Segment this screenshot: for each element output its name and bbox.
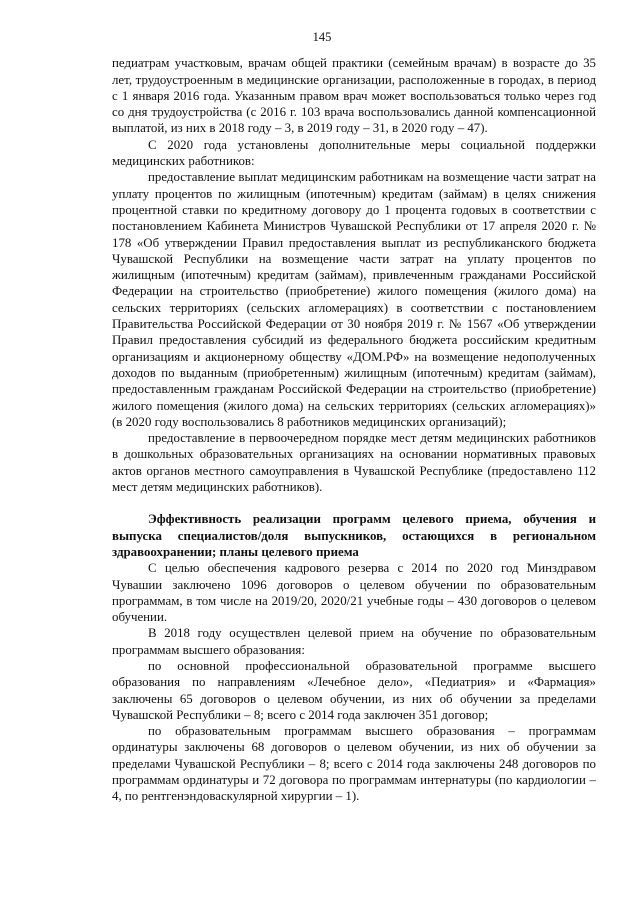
paragraph: по образовательным программам высшего образования – программам ординатуры заключены 68 договоров о целевом обучении, из них об обучении за пределами Чувашской Республики – 8; всего с 2014 года заключены 248 договоров по программам ординатуры и 72 договора по программам интернатуры (по кардиологии – 4, по рентгенэндоваскулярной хирургии – 1). bbox=[112, 724, 596, 804]
paragraph: предоставление выплат медицинским работникам на возмещение части затрат на уплату процентов по жилищным (ипотечным) кредитам (займам) в целях снижения процентной ставки по кредитному договору до 1 процента годовых в соответствии с постановлением Кабинета Министров Чувашской Республики от 17 апреля 2020 г. № 178 «Об утверждении Правил предоставления выплат из республиканского бюджета Чувашской Республики на возмещение части затрат на уплату процентов по жилищным (ипотечным) кредитам (займам), привлеченным гражданами Российской Федерации на строительство (приобретение) жилого помещения (жилого дома) на сельских территориях (сельских агломерациях) в соответствии с постановлением Правительства Российской Федерации от 30 ноября 2019 г. № 1567 «Об утверждении Правил предоставления субсидий из федерального бюджета российским кредитным организациям и акционерному обществу «ДОМ.РФ» на возмещение недополученных доходов по выданным (приобретенным) жилищным (ипотечным) кредитам (займам), предоставленным гражданам Российской Федерации на строительство (приобретение) жилого помещения (жилого дома) на сельских территориях (сельских агломерациях)» (в 2020 году воспользовались 8 работников медицинских организаций); bbox=[112, 170, 596, 429]
paragraph: по основной профессиональной образовательной программе высшего образования по направлениям «Лечебное дело», «Педиатрия» и «Фармация» заключены 65 договоров о целевом обучении, из них об обучении за пределами Чувашской Республики – 8; всего с 2014 года заключен 351 договор; bbox=[112, 658, 596, 722]
paragraph-continuation: педиатрам участковым, врачам общей практики (семейным врачам) в возрасте до 35 лет, трудоустроенным в медицинские организации, расположенные в городах, в период с 1 января 2016 года. Указанным правом врач может воспользоваться только через год со дня трудоустройства (с 2016 г. 103 врача воспользовались данной компенсационной выплатой, из них в 2018 году – 3, в 2019 году – 31, в 2020 году – 47). bbox=[112, 56, 596, 136]
section-heading: Эффективность реализации программ целевого приема, обучения и выпуска специалистов/доля выпускников, остающихся в региональном здравоохранении; планы целевого приема bbox=[112, 512, 596, 559]
paragraph: С целью обеспечения кадрового резерва с 2014 по 2020 год Минздравом Чувашии заключено 1096 договоров о целевом обучении по образовательным программам, в том числе на 2019/20, 2020/21 учебные годы – 430 договоров о целевом обучении. bbox=[112, 561, 596, 625]
paragraph: предоставление в первоочередном порядке мест детям медицинских работников в дошкольных образовательных организациях на основании нормативных правовых актов органов местного самоуправления в Чувашской Республике (предоставлено 112 мест детям медицинских работников). bbox=[112, 431, 596, 495]
paragraph: В 2018 году осуществлен целевой прием на обучение по образовательным программам высшего образования: bbox=[112, 626, 596, 657]
paragraph: С 2020 года установлены дополнительные меры социальной поддержки медицинских работников: bbox=[112, 137, 596, 169]
page-number: 145 bbox=[312, 30, 332, 44]
